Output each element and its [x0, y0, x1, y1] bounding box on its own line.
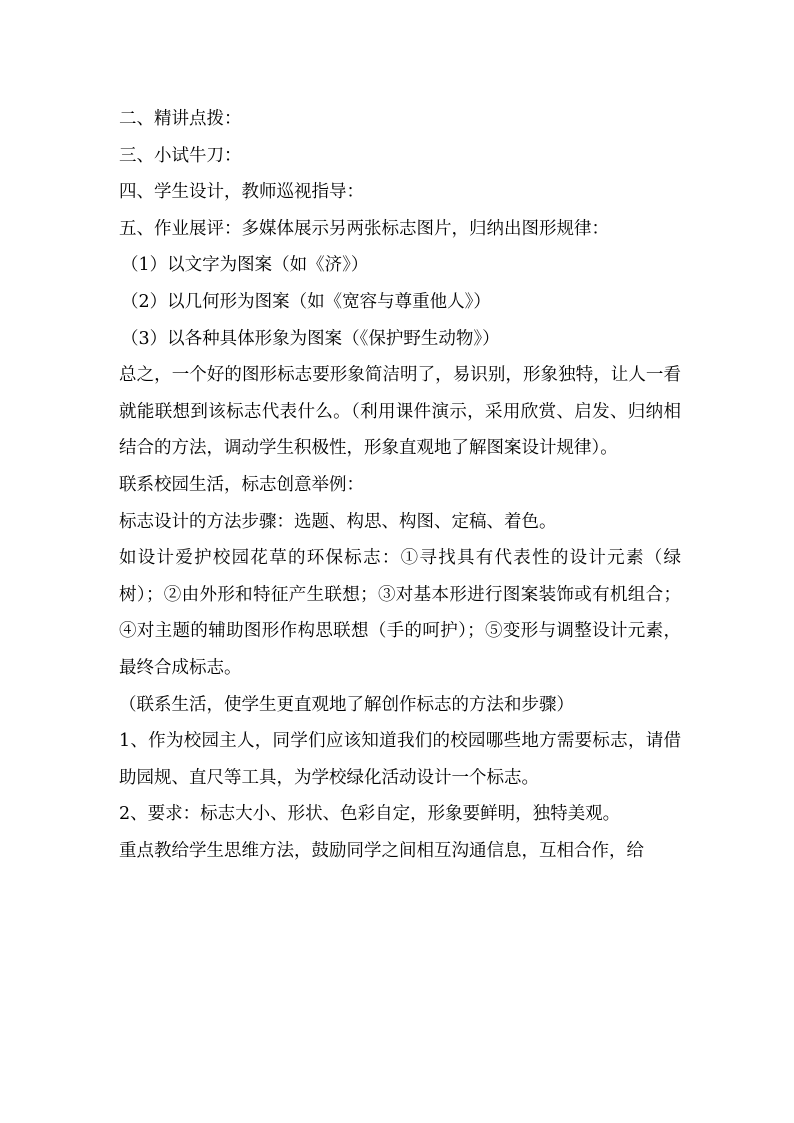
campus-example-heading: 联系校园生活，标志创意举例：	[119, 474, 364, 495]
heading-step-two: 二、精讲点拨：	[119, 109, 242, 129]
document-page	[119, 101, 681, 869]
task-two-paragraph: 2、要求：标志大小、形状、色彩自定，形象要鲜明，独特美观。	[119, 804, 621, 825]
life-connection-note: （联系生活，使学生更直观地了解创作标志的方法和步骤）	[119, 694, 574, 715]
list-item-geometric-pattern: （2）以几何形为图案（如《宽容与尊重他人》）	[121, 291, 491, 312]
teaching-focus-paragraph: 重点教给学生思维方法，鼓励同学之间相互沟通信息，互相合作，给	[119, 840, 644, 861]
list-item-concrete-pattern: （3）以各种具体形象为图案（《保护野生动物》）	[121, 328, 500, 349]
task-one-paragraph: 1、作为校园主人，同学们应该知道我们的校园哪些地方需要标志，请借助园规、直尺等工具，为学校绿化活动设计一个标志。	[119, 731, 681, 788]
design-steps-paragraph: 标志设计的方法步骤：选题、构思、构图、定稿、着色。	[119, 511, 557, 532]
heading-step-three: 三、小试牛刀：	[119, 145, 242, 166]
heading-step-five: 五、作业展评：多媒体展示另两张标志图片，归纳出图形规律：	[119, 218, 609, 239]
environment-logo-example: 如设计爱护校园花草的环保标志：①寻找具有代表性的设计元素（绿树）；②由外形和特征产生联想；③对基本形进行图案装饰或有机组合；④对主题的辅助图形作构思联想（手的呵护）；⑤变形与调整设计元素，最终合成标志。	[119, 548, 681, 678]
list-item-text-pattern: （1）以文字为图案（如《济》）	[121, 255, 369, 276]
heading-step-four: 四、学生设计，教师巡视指导：	[119, 182, 364, 203]
summary-paragraph: 总之，一个好的图形标志要形象简洁明了，易识别，形象独特，让人一看就能联想到该标志代表什么。（利用课件演示，采用欣赏、启发、归纳相结合的方法，调动学生积极性，形象直观地了解图案设计规律）。	[119, 365, 681, 459]
